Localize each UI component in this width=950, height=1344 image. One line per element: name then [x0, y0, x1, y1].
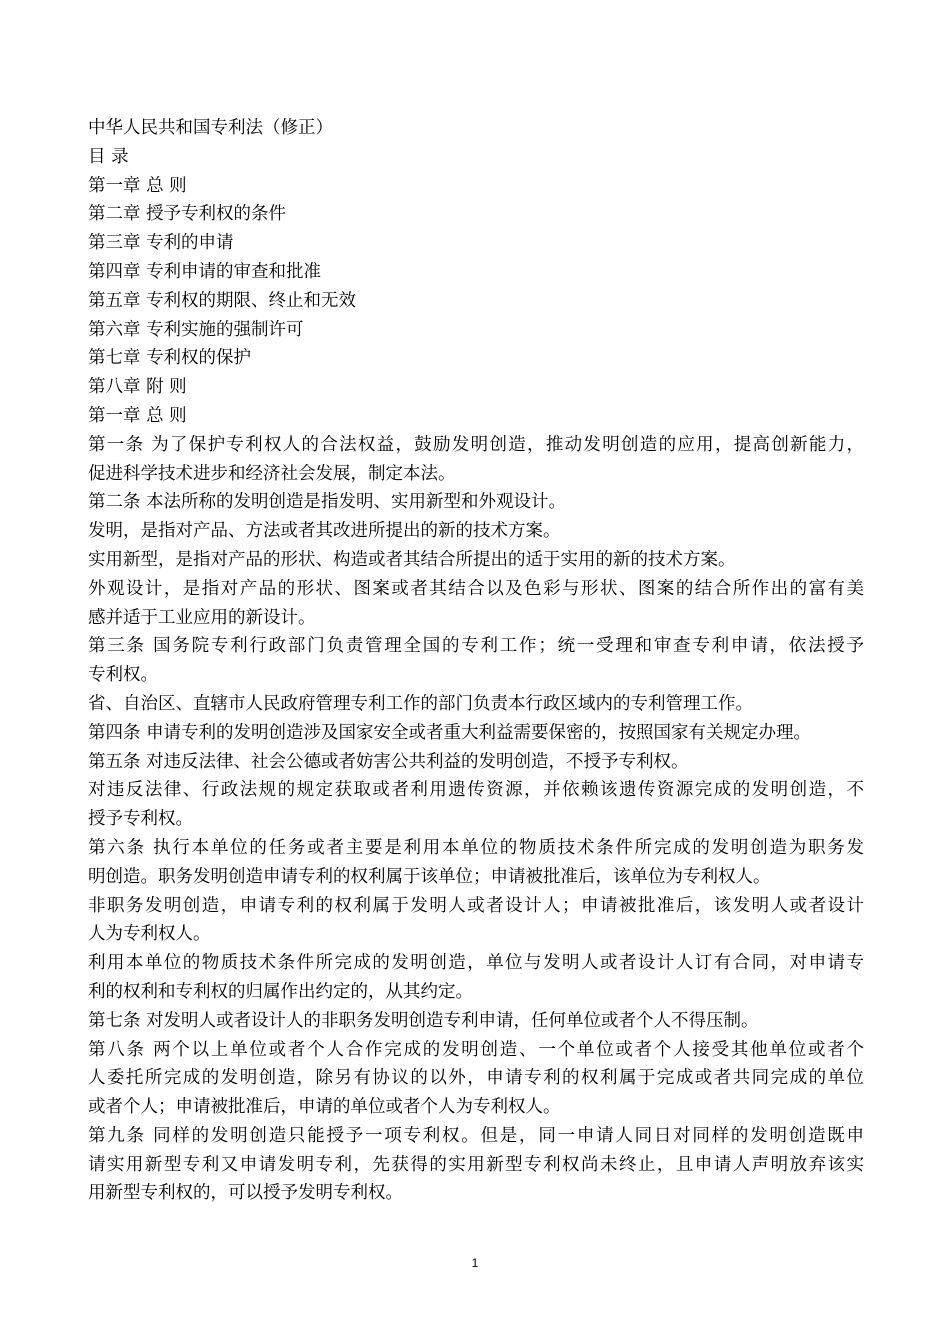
text-line: 用新型专利权的，可以授予发明专利权。	[88, 1183, 403, 1204]
text-line: 对违反法律、行政法规的规定获取或者利用遗传资源，并依赖该遗传资源完成的发明创造，不	[88, 780, 864, 801]
text-line: 实用新型，是指对产品的形状、构造或者其结合所提出的适于实用的新的技术方案。	[88, 549, 736, 570]
text-line: 感并适于工业应用的新设计。	[88, 607, 316, 628]
text-line: 第一章 总 则	[88, 175, 187, 196]
text-line: 第三条 国务院专利行政部门负责管理全国的专利工作；统一受理和审查专利申请，依法授予	[88, 636, 864, 657]
text-line: 省、自治区、直辖市人民政府管理专利工作的部门负责本行政区域内的专利管理工作。	[88, 693, 753, 714]
text-line: 第五条 对违反法律、社会公德或者妨害公共利益的发明创造，不授予专利权。	[88, 751, 689, 772]
text-line: 第六条 执行本单位的任务或者主要是利用本单位的物质技术条件所完成的发明创造为职务发	[88, 837, 864, 858]
text-line: 外观设计，是指对产品的形状、图案或者其结合以及色彩与形状、图案的结合所作出的富有美	[88, 578, 864, 599]
text-line: 明创造。职务发明创造申请专利的权利属于该单位；申请被批准后，该单位为专利权人。	[88, 866, 771, 887]
text-line: 第二章 授予专利权的条件	[88, 204, 287, 225]
text-line: 利用本单位的物质技术条件所完成的发明创造，单位与发明人或者设计人订有合同，对申请专	[88, 953, 864, 974]
text-line: 第四条 申请专利的发明创造涉及国家安全或者重大利益需要保密的，按照国家有关规定办理。	[88, 722, 812, 743]
text-line: 第五章 专利权的期限、终止和无效	[88, 290, 357, 311]
text-line: 发明，是指对产品、方法或者其改进所提出的新的技术方案。	[88, 521, 561, 542]
text-line: 人委托所完成的发明创造，除另有协议的以外，申请专利的权利属于完成或者共同完成的单位	[88, 1068, 864, 1089]
text-line: 授予专利权。	[88, 809, 193, 830]
text-line: 人为专利权人。	[88, 924, 211, 945]
text-line: 第七章 专利权的保护	[88, 348, 252, 369]
page-number: 1	[471, 1256, 479, 1270]
text-line: 非职务发明创造，申请专利的权利属于发明人或者设计人；申请被批准后，该发明人或者设计	[88, 895, 864, 916]
text-line: 第三章 专利的申请	[88, 233, 234, 254]
text-line: 中华人民共和国专利法（修正）	[88, 118, 333, 138]
text-line: 第二条 本法所称的发明创造是指发明、实用新型和外观设计。	[88, 492, 567, 513]
document-body	[88, 114, 864, 1208]
text-line: 第九条 同样的发明创造只能授予一项专利权。但是，同一申请人同日对同样的发明创造既申	[88, 1125, 864, 1146]
text-line: 第八条 两个以上单位或者个人合作完成的发明创造、一个单位或者个人接受其他单位或者个	[88, 1039, 864, 1060]
text-line: 第一条 为了保护专利权人的合法权益，鼓励发明创造，推动发明创造的应用，提高创新能力，	[88, 434, 864, 455]
text-line: 利的权利和专利权的归属作出约定的，从其约定。	[88, 981, 473, 1002]
text-line: 第六章 专利实施的强制许可	[88, 319, 304, 340]
text-line: 目 录	[88, 146, 129, 167]
text-line: 促进科学技术进步和经济社会发展，制定本法。	[88, 463, 456, 484]
text-line: 专利权。	[88, 665, 158, 686]
text-line: 第七条 对发明人或者设计人的非职务发明创造专利申请，任何单位或者个人不得压制。	[88, 1010, 759, 1031]
text-line: 请实用新型专利又申请发明专利，先获得的实用新型专利权尚未终止，且申请人声明放弃该实	[88, 1154, 864, 1175]
text-line: 或者个人；申请被批准后，申请的单位或者个人为专利权人。	[88, 1097, 561, 1118]
text-line: 第四章 专利申请的审查和批准	[88, 261, 322, 282]
text-line: 第一章 总 则	[88, 405, 187, 426]
text-line: 第八章 附 则	[88, 377, 187, 398]
